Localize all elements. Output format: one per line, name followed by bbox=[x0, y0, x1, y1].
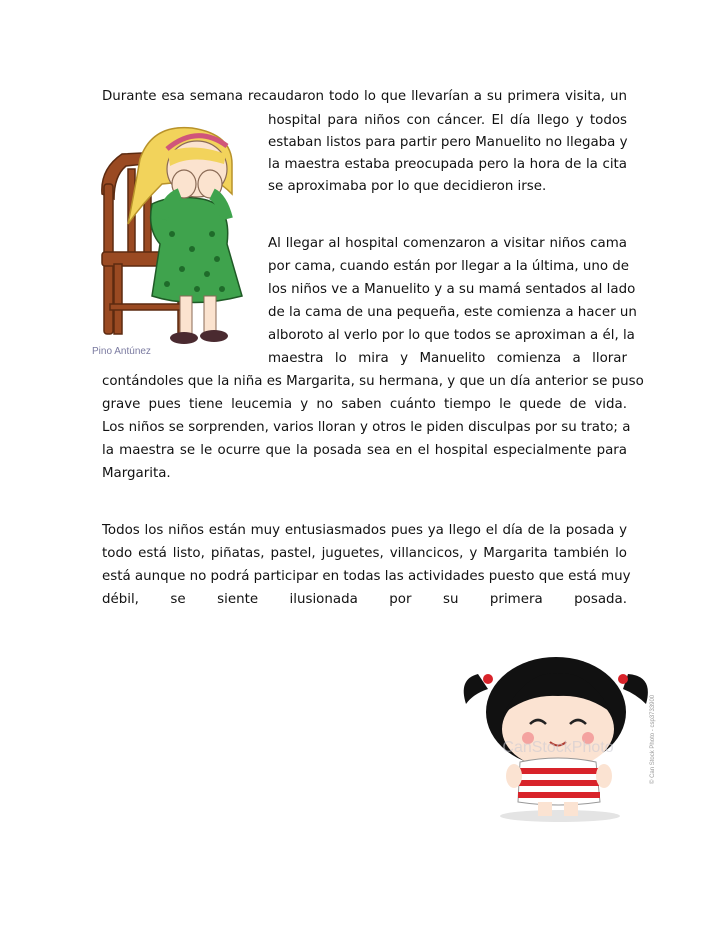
side-credit-text: © Can Stock Photo - csp3733900 bbox=[650, 694, 656, 784]
text-line: grave pues tiene leucemia y no saben cuánto tiempo le quede de vida. bbox=[102, 397, 627, 412]
text-line: todo está listo, piñatas, pastel, juguetes, villancicos, y Margarita también lo bbox=[102, 546, 627, 561]
text-line: maestra lo mira y Manuelito comienza a llorar bbox=[268, 351, 627, 366]
text-line: alboroto al verlo por lo que todos se aproximan a él, la bbox=[268, 328, 635, 343]
text-line: de la cama de una pequeña, este comienza a hacer un bbox=[268, 305, 637, 320]
text-line: la maestra estaba preocupada pero la hora de la cita bbox=[268, 157, 627, 172]
watermark-text: CanStockPhoto bbox=[502, 739, 614, 756]
text-line: los niños ve a Manuelito y a su mamá sentados al lado bbox=[268, 282, 636, 297]
text-line: está aunque no podrá participar en todas las actividades puesto que está muy bbox=[102, 569, 631, 584]
text-line: Margarita. bbox=[102, 466, 171, 481]
crying-girl-illustration bbox=[92, 124, 252, 356]
text-line: Al llegar al hospital comenzaron a visitar niños cama bbox=[268, 236, 627, 251]
text-line: Los niños se sorprenden, varios lloran y otros le piden disculpas por su trato; a bbox=[102, 420, 631, 435]
smiling-girl-illustration bbox=[458, 634, 662, 828]
illustration-credit: Pino Antúnez bbox=[92, 346, 151, 357]
text-line: Todos los niños están muy entusiasmados pues ya llego el día de la posada y bbox=[102, 523, 627, 538]
text-line: la maestra se le ocurre que la posada sea en el hospital especialmente para bbox=[102, 443, 627, 458]
text-line: Durante esa semana recaudaron todo lo que llevarían a su primera visita, un bbox=[102, 89, 627, 104]
text-line: contándoles que la niña es Margarita, su hermana, y que un día anterior se puso bbox=[102, 374, 644, 389]
text-line: hospital para niños con cáncer. El día llego y todos bbox=[268, 113, 627, 128]
text-line: se aproximaba por lo que decidieron irse. bbox=[268, 179, 547, 194]
text-line: por cama, cuando están por llegar a la última, uno de bbox=[268, 259, 630, 274]
text-line: débil, se siente ilusionada por su primera posada. bbox=[102, 592, 627, 607]
text-line: estaban listos para partir pero Manuelito no llegaba y bbox=[268, 135, 628, 150]
